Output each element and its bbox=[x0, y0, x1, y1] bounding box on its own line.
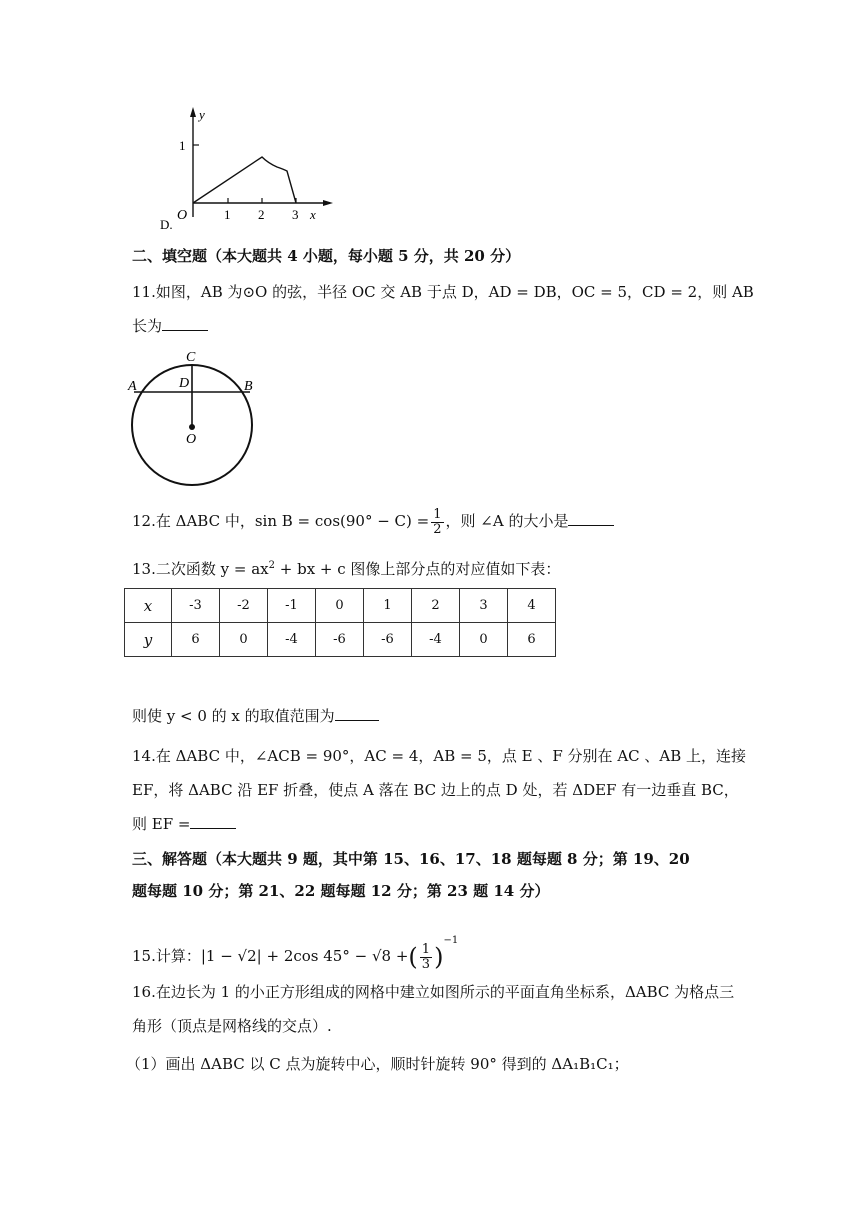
table-cell: 1 bbox=[364, 589, 412, 623]
y-axis-arrow bbox=[190, 107, 196, 117]
table-cell: -2 bbox=[220, 589, 268, 623]
q14-answer-blank bbox=[190, 814, 236, 829]
q13-text bbox=[132, 556, 560, 579]
y-tick-label: 1 bbox=[179, 138, 186, 153]
q13-value-table bbox=[124, 588, 556, 657]
table-cell: 2 bbox=[412, 589, 460, 623]
q15-fraction bbox=[420, 943, 432, 972]
q12-fraction bbox=[431, 508, 443, 537]
q11-text-line2 bbox=[132, 316, 208, 336]
origin-label: O bbox=[177, 208, 188, 223]
q13-sup: 2 bbox=[268, 560, 275, 571]
label-b: B bbox=[244, 379, 253, 394]
table-cell: 0 bbox=[460, 623, 508, 657]
table-cell: 0 bbox=[316, 589, 364, 623]
q16-line2: 角形（顶点是网格线的交点）. bbox=[132, 1017, 332, 1035]
q12-prefix: 12.在 ΔABC 中，sin B = cos(90° − C) = bbox=[132, 512, 430, 530]
table-cell: 3 bbox=[460, 589, 508, 623]
table-cell: -1 bbox=[268, 589, 316, 623]
q15-text bbox=[132, 924, 458, 974]
q15-prefix: 15.计算： bbox=[132, 947, 201, 965]
q16-part1: （1）画出 ΔABC 以 C 点为旋转中心，顺时针旋转 90° 得到的 ΔA₁B₁C₁； bbox=[126, 1055, 629, 1073]
q14-line3 bbox=[132, 814, 236, 834]
q12-frac-den: 2 bbox=[433, 521, 442, 537]
graph-option-d bbox=[155, 105, 340, 235]
y-axis-label: y bbox=[199, 107, 205, 122]
q16-line1: 16.在边长为 1 的小正方形组成的网格中建立如图所示的平面直角坐标系，ΔABC 为格点三 bbox=[132, 983, 735, 1001]
table-cell: -6 bbox=[364, 623, 412, 657]
table-cell: 0 bbox=[220, 623, 268, 657]
q13-prefix: 13.二次函数 y = ax bbox=[132, 560, 269, 578]
table-cell: -4 bbox=[412, 623, 460, 657]
q12-suffix: ，则 ∠A 的大小是 bbox=[445, 512, 569, 530]
q13-suffix: + bx + c 图像上部分点的对应值如下表： bbox=[274, 560, 561, 578]
q13-after bbox=[132, 706, 379, 726]
q12-answer-blank bbox=[568, 511, 614, 526]
x-tick-label-1: 1 bbox=[224, 207, 231, 222]
label-o: O bbox=[186, 432, 197, 447]
q15-exponent: −1 bbox=[443, 935, 459, 946]
q15-frac-den: 3 bbox=[421, 956, 431, 972]
x-axis-label: x bbox=[310, 207, 316, 222]
q11-answer-blank bbox=[162, 316, 208, 331]
q12-frac-num: 1 bbox=[433, 506, 442, 522]
table-cell: 4 bbox=[508, 589, 556, 623]
q14-line2: EF，将 ΔABC 沿 EF 折叠，使点 A 落在 BC 边上的点 D 处，若 ΔDEF 有一边垂直 BC， bbox=[132, 781, 739, 799]
section2-heading: 二、填空题（本大题共 4 小题，每小题 5 分，共 20 分） bbox=[132, 247, 521, 265]
q13-answer-blank bbox=[335, 706, 379, 721]
table-cell: -4 bbox=[268, 623, 316, 657]
x-axis-arrow bbox=[323, 200, 333, 206]
q13-after-text: 则使 y < 0 的 x 的取值范围为 bbox=[132, 707, 335, 725]
center-dot bbox=[189, 424, 195, 430]
table-cell: -6 bbox=[316, 623, 364, 657]
q15-paren-close: ) bbox=[434, 943, 444, 971]
q14-line3-text: 则 EF = bbox=[132, 815, 191, 833]
q15-expr: |1 − √2| + 2cos 45° − √8 + bbox=[200, 947, 409, 965]
graph-curve bbox=[193, 157, 296, 203]
q12-text bbox=[132, 506, 614, 537]
table-row-x bbox=[125, 589, 556, 623]
q15-paren-open: ( bbox=[408, 943, 418, 971]
label-d: D bbox=[179, 376, 190, 391]
label-a: A bbox=[128, 379, 137, 394]
table-cell: 6 bbox=[508, 623, 556, 657]
q11-circle-figure bbox=[126, 345, 266, 490]
table-header-y: y bbox=[125, 623, 172, 657]
table-cell: 6 bbox=[172, 623, 220, 657]
table-header-x: x bbox=[125, 589, 172, 623]
q11-text-line1: 11.如图，AB 为⊙O 的弦，半径 OC 交 AB 于点 D，AD = DB，OC = 5，CD = 2，则 AB bbox=[132, 283, 754, 301]
x-tick-label-2: 2 bbox=[258, 207, 265, 222]
option-label: D. bbox=[160, 217, 173, 232]
table-cell: -3 bbox=[172, 589, 220, 623]
q14-line1: 14.在 ΔABC 中，∠ACB = 90°，AC = 4，AB = 5，点 E 、F 分别在 AC 、AB 上，连接 bbox=[132, 747, 747, 765]
q11-label: 长为 bbox=[132, 317, 163, 335]
section3-heading-line1: 三、解答题（本大题共 9 题，其中第 15、16、17、18 题每题 8 分；第 19、20 bbox=[132, 850, 690, 868]
q15-frac-num: 1 bbox=[421, 941, 431, 957]
x-tick-label-3: 3 bbox=[292, 207, 299, 222]
label-c: C bbox=[186, 350, 196, 365]
table-row-y bbox=[125, 623, 556, 657]
section3-heading-line2: 题每题 10 分；第 21、22 题每题 12 分；第 23 题 14 分） bbox=[132, 882, 550, 900]
